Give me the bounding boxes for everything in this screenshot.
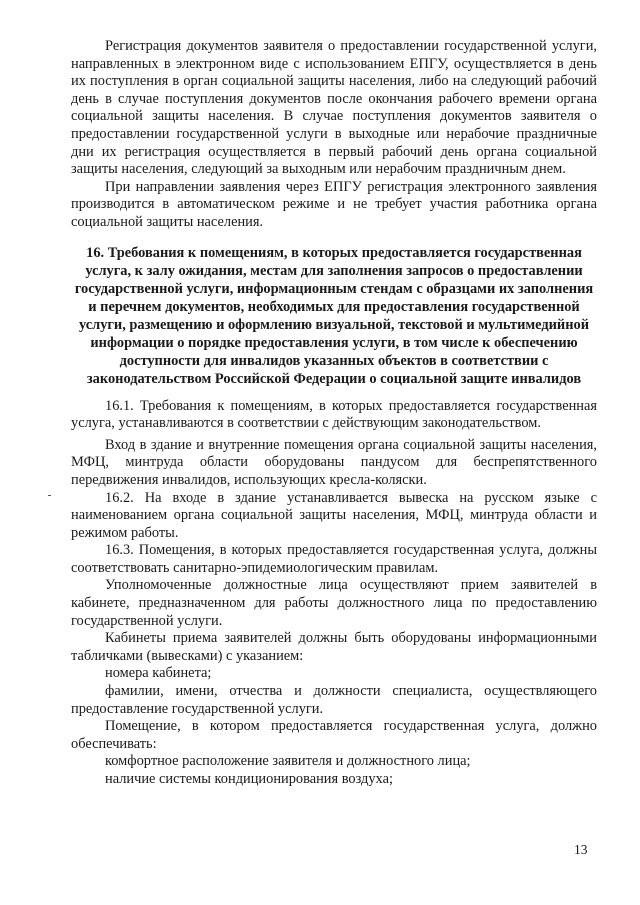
paragraph-16-3: 16.3. Помещения, в которых предоставляется государственная услуга, должны соответствовать санитарно-эпидемиологическим правилам. bbox=[71, 542, 597, 576]
paragraph-16-1: 16.1. Требования к помещениям, в которых предоставляется государственная услуга, устанавливаются в соответствии с действующим законодательством. bbox=[71, 397, 597, 432]
margin-mark bbox=[48, 495, 51, 496]
list-item-air-conditioning: наличие системы кондиционирования воздуха; bbox=[105, 771, 393, 787]
paragraph-premises-provide: Помещение, в котором предоставляется государственная услуга, должно обеспечивать: bbox=[71, 718, 597, 752]
paragraph-registration-epgu: Регистрация документов заявителя о предоставлении государственной услуги, направленных в электронном виде с использованием ЕПГУ, осуществляется в день их поступления в орган социальной защиты населения, либо на следующий рабочий день в случае поступления документов после окончания рабочего времени органа социальной защиты населения. В случае поступления документов заявителя о предоставлении государственной услуги в выходные или нерабочие праздничные дни их регистрация осуществляется в первый рабочий день органа социальной защиты населения, следующий за выходным или нерабочим праздничным днем. bbox=[71, 38, 597, 178]
paragraph-automatic-registration: При направлении заявления через ЕПГУ регистрация электронного заявления производится в автоматическом режиме и не требует участия работника органа социальной защиты населения. bbox=[71, 178, 597, 230]
list-item-comfortable-placement: комфортное расположение заявителя и должностного лица; bbox=[105, 753, 471, 770]
section-heading-16: 16. Требования к помещениям, в которых предоставляется государственная услуга, к залу ожидания, местам для заполнения запросов о предоставлении государственной услуги, информационным стендам с образцами их заполнения и перечнем документов, необходимых для предоставления государственной услуги, размещению и оформлению визуальной, текстовой и мультимедийной информации о порядке предоставления услуги, в том числе к обеспечению доступности для инвалидов указанных объектов в соответствии с законодательством Российской Федерации о социальной защите инвалидов bbox=[74, 244, 594, 387]
paragraph-entrance-ramp: Вход в здание и внутренние помещения органа социальной защиты населения, МФЦ, минтруда области оборудованы пандусом для беспрепятственного передвижения инвалидов, использующих кресла-коляски. bbox=[71, 436, 597, 488]
document-page bbox=[71, 38, 597, 789]
page-number: 13 bbox=[574, 842, 588, 857]
list-item-specialist-name: фамилии, имени, отчества и должности специалиста, осуществляющего предоставление государственной услуги. bbox=[71, 683, 597, 717]
paragraph-16-2: 16.2. На входе в здание устанавливается вывеска на русском языке с наименованием органа социальной защиты населения, МФЦ, минтруда области и режимом работы. bbox=[71, 489, 597, 541]
paragraph-authorized-officials: Уполномоченные должностные лица осуществляют прием заявителей в кабинете, предназначенном для работы должностного лица по предоставлению государственной услуги. bbox=[71, 577, 597, 629]
list-item-cabinet-number: номера кабинета; bbox=[105, 665, 212, 682]
paragraph-cabinet-signs: Кабинеты приема заявителей должны быть оборудованы информационными табличками (вывесками) с указанием: bbox=[71, 630, 597, 664]
